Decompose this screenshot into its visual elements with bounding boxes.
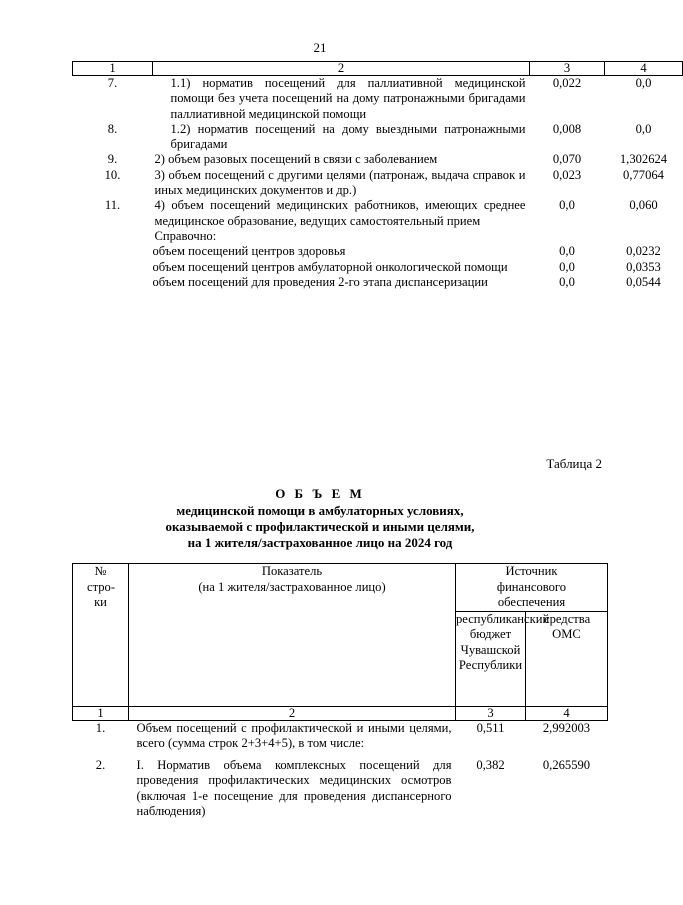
row-budget-value: 0,511 [476, 720, 505, 735]
row-number: 1. [95, 720, 106, 735]
row-budget-value: 0,008 [552, 121, 582, 136]
table-row [73, 260, 683, 275]
row-indicator: 2) объем разовых посещений в связи с заболеванием [154, 152, 438, 167]
header-indicator-subtitle: (на 1 жителя/застрахованное лицо) [198, 579, 386, 594]
table-row [73, 168, 683, 199]
column-number: 3 [456, 706, 526, 720]
header-cell: 1 [73, 62, 153, 76]
row-oms-value: 0,0353 [626, 259, 661, 274]
row-indicator: 4) объем посещений медицинских работников, имеющих среднее медицинское образование, ведущих самостоятельный прием [154, 198, 526, 228]
table-title: О Б Ъ Е М [275, 486, 365, 501]
row-indicator: I. Норматив объема комплексных посещений для проведения профилактических медицинских осмотров (включая 1-е посещение для проведения диспансерного наблюдения) [136, 757, 452, 818]
row-oms-value: 0,0544 [626, 274, 661, 289]
table-header-row [73, 564, 608, 612]
row-indicator: 3) объем посещений с другими целями (патронаж, выдача справок и иных медицинских документов и др.) [154, 167, 526, 198]
header-indicator [129, 564, 456, 707]
table-row [73, 752, 608, 820]
header-cell: 3 [530, 62, 605, 76]
row-indicator: Объем посещений с профилактической и иными целями, всего (сумма строк 2+3+4+5), в том числе: [136, 720, 452, 750]
header-oms: средства ОМС [526, 611, 608, 706]
row-number: 10. [104, 167, 121, 182]
column-number: 4 [526, 706, 608, 720]
row-budget-value: 0,0 [559, 198, 575, 213]
row-oms-value: 0,060 [629, 198, 658, 213]
table-header-row [73, 62, 683, 76]
table-row [73, 720, 608, 752]
header-cell: 4 [605, 62, 683, 76]
column-number: 2 [129, 706, 456, 720]
row-budget-value: 0,022 [552, 76, 582, 90]
reference-indicator: объем посещений центров здоровья [152, 244, 346, 259]
row-number: 11. [104, 198, 121, 213]
row-number: 9. [107, 152, 118, 167]
row-budget-value: 0,070 [552, 152, 582, 167]
row-budget-value: 0,0 [559, 274, 575, 289]
row-budget-value: 0,382 [476, 757, 505, 772]
reference-indicator: объем посещений центров амбулаторной онкологической помощи [152, 259, 508, 274]
row-oms-value: 0,77064 [623, 167, 664, 182]
row-budget-value: 0,023 [552, 167, 582, 182]
header-funding-source: Источник финансового обеспечения [456, 564, 608, 612]
header-budget: республиканский бюджет Чувашской Республики [456, 611, 526, 706]
header-row-number: № стро-ки [73, 564, 129, 707]
volume-table [72, 563, 608, 820]
table-title-line: медицинской помощи в амбулаторных условиях, [176, 503, 464, 518]
table-row [73, 76, 683, 122]
row-budget-value: 0,0 [559, 244, 575, 259]
row-number: 8. [107, 121, 118, 136]
header-indicator-title: Показатель [261, 564, 323, 578]
column-number: 1 [73, 706, 129, 720]
table-row [73, 244, 683, 259]
reference-label: Справочно: [154, 228, 217, 243]
row-oms-value: 0,0 [635, 76, 652, 90]
table-row [73, 152, 683, 167]
row-oms-value: 2,992003 [542, 720, 591, 735]
table-row [73, 122, 683, 153]
row-indicator: 1.2) норматив посещений на дому выездными патронажными бригадами [170, 121, 526, 152]
row-budget-value: 0,0 [559, 259, 575, 274]
reference-label-row [73, 229, 683, 244]
row-oms-value: 0,265590 [542, 757, 591, 772]
table-continuation [72, 61, 683, 290]
table-row [73, 198, 683, 229]
table-column-numbers [73, 706, 608, 720]
table-row [73, 275, 683, 290]
row-oms-value: 1,302624 [619, 152, 668, 167]
row-oms-value: 0,0 [635, 121, 652, 136]
row-oms-value: 0,0232 [626, 244, 661, 259]
table-title-line: оказываемой с профилактической и иными целями, [165, 519, 475, 534]
page-number: 21 [313, 40, 327, 55]
table-label: Таблица 2 [546, 456, 602, 471]
reference-indicator: объем посещений для проведения 2-го этапа диспансеризации [152, 274, 488, 289]
table-title-line: на 1 жителя/застрахованное лицо на 2024 год [187, 535, 453, 550]
row-number: 2. [95, 757, 106, 772]
row-indicator: 1.1) норматив посещений для паллиативной медицинской помощи без учета посещений на дому патронажными бригадами паллиативной медицинской помощи [170, 76, 526, 121]
header-cell: 2 [153, 62, 530, 76]
row-number: 7. [107, 76, 118, 90]
